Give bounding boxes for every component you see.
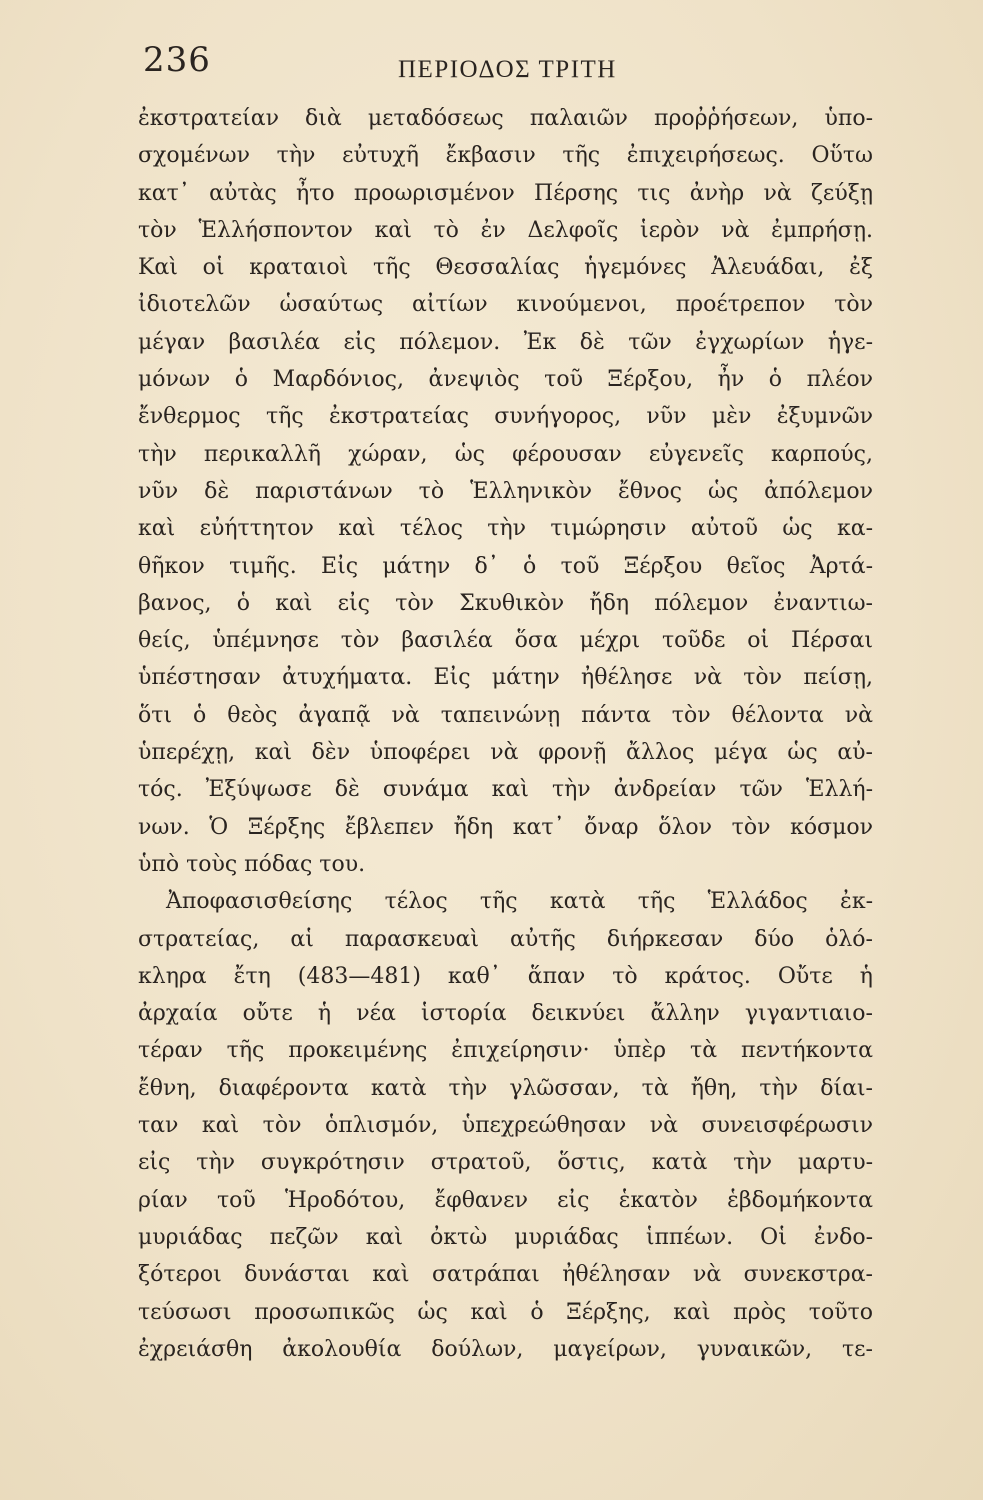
text-line: τὴν περικαλλῆ χώραν, ὡς φέρουσαν εὐγενεῖς καρπούς, <box>138 441 873 467</box>
text-line: ἀρχαία οὔτε ἡ νέα ἱστορία δεικνύει ἄλλην γιγαντιαιο- <box>138 1001 873 1027</box>
text-line: ὅτι ὁ θεὸς ἀγαπᾷ νὰ ταπεινώνῃ πάντα τὸν θέλοντα νὰ <box>138 702 873 728</box>
text-line: κατ᾽ αὐτὰς ἦτο προωρισμένον Πέρσης τις ἀνὴρ νὰ ζεύξῃ <box>138 180 873 206</box>
paragraph <box>138 883 873 1368</box>
text-line: Ἀποφασισθείσης τέλος τῆς κατὰ τῆς Ἑλλάδος ἐκ- <box>166 889 873 915</box>
running-head: ΠΕΡΙΟΔΟΣ ΤΡΙΤΗ <box>398 56 617 83</box>
text-line: τέραν τῆς προκειμένης ἐπιχείρησιν· ὑπὲρ τὰ πεντήκοντα <box>138 1038 873 1064</box>
text-line: νῦν δὲ παριστάνων τὸ Ἑλληνικὸν ἔθνος ὡς ἀπόλεμον <box>138 478 873 504</box>
text-line: Καὶ οἱ κραταιοὶ τῆς Θεσσαλίας ἡγεμόνες Ἀλευάδαι, ἐξ <box>138 255 873 281</box>
text-line: ἔνθερμος τῆς ἐκστρατείας συνήγορος, νῦν μὲν ἐξυμνῶν <box>138 404 873 430</box>
text-line: μυριάδας πεζῶν καὶ ὀκτὼ μυριάδας ἱππέων. Οἱ ἐνδο- <box>138 1224 873 1250</box>
text-line: μέγαν βασιλέα εἰς πόλεμον. Ἐκ δὲ τῶν ἐγχωρίων ἡγε- <box>138 329 873 355</box>
page-number: 236 <box>143 40 211 80</box>
text-line: εἰς τὴν συγκρότησιν στρατοῦ, ὅστις, κατὰ τὴν μαρτυ- <box>138 1150 873 1176</box>
text-line: μόνων ὁ Μαρδόνιος, ἀνεψιὸς τοῦ Ξέρξου, ἦν ὁ πλέον <box>138 367 873 393</box>
text-line: σχομένων τὴν εὐτυχῆ ἔκβασιν τῆς ἐπιχειρήσεως. Οὕτω <box>138 143 873 169</box>
text-line: τός. Ἐξύψωσε δὲ συνάμα καὶ τὴν ἀνδρείαν τῶν Ἑλλή- <box>138 777 873 803</box>
text-line: ἰδιοτελῶν ὡσαύτως αἰτίων κινούμενοι, προέτρεπον τὸν <box>138 292 873 318</box>
text-line: ἔθνη, διαφέροντα κατὰ τὴν γλῶσσαν, τὰ ἤθη, τὴν δίαι- <box>138 1075 873 1101</box>
text-line: τὸν Ἑλλήσποντον καὶ τὸ ἐν Δελφοῖς ἱερὸν νὰ ἐμπρήσῃ. <box>138 217 873 243</box>
text-line: ρίαν τοῦ Ἡροδότου, ἔφθανεν εἰς ἑκατὸν ἑβδομήκοντα <box>138 1187 873 1213</box>
text-line: τεύσωσι προσωπικῶς ὡς καὶ ὁ Ξέρξης, καὶ πρὸς τοῦτο <box>138 1299 873 1325</box>
paragraph <box>138 100 873 883</box>
text-line: ὑπέστησαν ἀτυχήματα. Εἰς μάτην ἠθέλησε νὰ τὸν πείσῃ, <box>138 665 873 691</box>
text-line: κληρα ἔτη (483—481) καθ᾽ ἅπαν τὸ κράτος. Οὔτε ἡ <box>138 963 873 989</box>
text-line: ὑπερέχῃ, καὶ δὲν ὑποφέρει νὰ φρονῇ ἄλλος μέγα ὡς αὐ- <box>138 740 873 766</box>
body-text <box>138 100 873 1368</box>
text-line: ταν καὶ τὸν ὁπλισμόν, ὑπεχρεώθησαν νὰ συνεισφέρωσιν <box>138 1113 873 1139</box>
text-line: καὶ εὐήττητον καὶ τέλος τὴν τιμώρησιν αὐτοῦ ὡς κα- <box>138 516 873 542</box>
text-line: ξότεροι δυνάσται καὶ σατράπαι ἠθέλησαν νὰ συνεκστρα- <box>138 1262 873 1288</box>
text-line: βανος, ὁ καὶ εἰς τὸν Σκυθικὸν ἤδη πόλεμον ἐναντιω- <box>138 590 873 616</box>
text-line: θείς, ὑπέμνησε τὸν βασιλέα ὅσα μέχρι τοῦδε οἱ Πέρσαι <box>138 628 873 654</box>
text-line: θῆκον τιμῆς. Εἰς μάτην δ᾽ ὁ τοῦ Ξέρξου θεῖος Ἀρτά- <box>138 553 873 579</box>
text-line: στρατείας, αἱ παρασκευαὶ αὐτῆς διήρκεσαν δύο ὁλό- <box>138 926 873 952</box>
text-line: νων. Ὁ Ξέρξης ἔβλεπεν ἤδη κατ᾽ ὄναρ ὅλον τὸν κόσμον <box>138 814 873 840</box>
text-line: ἐχρειάσθη ἀκολουθία δούλων, μαγείρων, γυναικῶν, τε- <box>138 1336 873 1362</box>
text-line: ἐκστρατείαν διὰ μεταδόσεως παλαιῶν προῤῥήσεων, ὑπο- <box>138 106 873 131</box>
text-line: ὑπὸ τοὺς πόδας του. <box>138 851 366 877</box>
